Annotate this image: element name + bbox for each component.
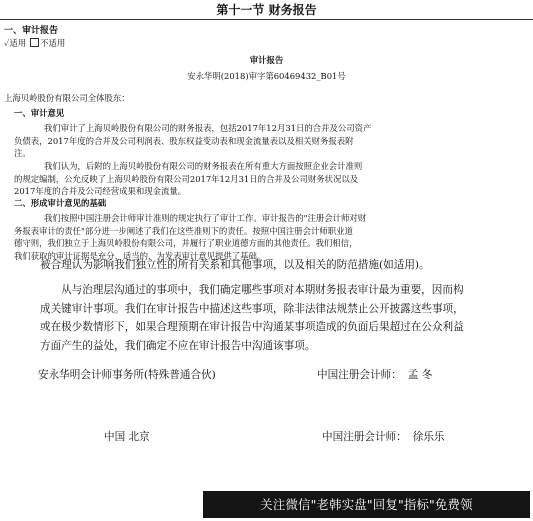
text-line: 我们审计了上海贝岭股份有限公司的财务报表，包括2017年12月31日的合并及公司资产 <box>44 123 372 133</box>
promo-banner: 关注微信"老韩实盘"回复"指标"免费领 <box>203 491 530 518</box>
opinion-paragraph-1 <box>4 122 371 160</box>
key-audit-matters-paragraph <box>40 281 464 355</box>
opinion-heading: 一、审计意见 <box>14 108 65 118</box>
text-line: 2017年度的合并及公司经营成果和现金流量。 <box>14 186 187 197</box>
audit-firm-name: 安永华明会计师事务所(特殊普通合伙) <box>38 369 216 381</box>
report-number: 安永华明(2018)审字第60469432_B01号 <box>187 71 346 81</box>
text-line: 或在极少数情形下，如果合理预期在审计报告中沟通某事项造成的负面后果超过在公众利益 <box>40 321 464 333</box>
cpa-name: 徐乐乐 <box>412 431 445 443</box>
independence-line: 被合理认为影响我们独立性的所有关系和其他事项，以及相关的防范措施(如适用)。 <box>40 259 430 271</box>
empty-checkbox-icon <box>30 38 39 47</box>
signing-location: 中国 北京 <box>104 431 150 443</box>
heading-audit-report: 一、审计报告 <box>4 26 59 36</box>
cpa-signature-1 <box>317 366 432 385</box>
text-line: 的规定编制，公允反映了上海贝岭股份有限公司2017年12月31日的合并及公司财务状况以及 <box>14 173 359 184</box>
section-title: 第十一节 财务报告 <box>0 2 533 20</box>
text-line: 我们认为，后附的上海贝岭股份有限公司的财务报表在所有重大方面按照企业会计准则 <box>44 161 363 171</box>
check-mark-icon: ✓ <box>4 38 10 48</box>
addressee: 上海贝岭股份有限公司全体股东： <box>4 93 130 103</box>
basis-paragraph <box>4 212 366 262</box>
cpa-label: 中国注册会计师： <box>322 431 407 443</box>
text-line: 负债表，2017年度的合并及公司利润表、股东权益变动表和现金流量表以及相关财务报表附 <box>14 135 354 146</box>
opinion-paragraph-2 <box>4 160 362 198</box>
cpa-label: 中国注册会计师： <box>317 369 402 381</box>
text-line: 成关键审计事项。我们在审计报告中描述这些事项，除非法律法规禁止公开披露这些事项， <box>40 302 464 315</box>
text-line: 我们获取的审计证据是充分、适当的，为发表审计意见提供了基础。 <box>14 250 266 261</box>
text-line: 务报表审计的责任"部分进一步阐述了我们在这些准则下的责任。按照中国注册会计师职业道 <box>14 225 353 236</box>
applicable-label: 适用 <box>9 38 27 48</box>
report-title: 审计报告 <box>249 55 284 65</box>
applicability-checkboxes <box>4 37 65 50</box>
text-line: 注。 <box>14 148 31 159</box>
cpa-signature-2 <box>322 428 445 447</box>
text-line: 我们按照中国注册会计师审计准则的规定执行了审计工作。审计报告的"注册会计师对财 <box>44 213 367 223</box>
text-line: 方面产生的益处，我们确定不应在审计报告中沟通该事项。 <box>40 339 316 352</box>
basis-heading: 二、形成审计意见的基础 <box>14 198 107 208</box>
text-line: 德守则，我们独立于上海贝岭股份有限公司，并履行了职业道德方面的其他责任。我们相信， <box>14 238 358 249</box>
cpa-name: 孟 冬 <box>407 369 433 381</box>
text-line: 从与治理层沟通过的事项中，我们确定哪些事项对本期财务报表审计最为重要，因而构 <box>61 284 464 296</box>
not-applicable-label: 不适用 <box>40 38 66 48</box>
